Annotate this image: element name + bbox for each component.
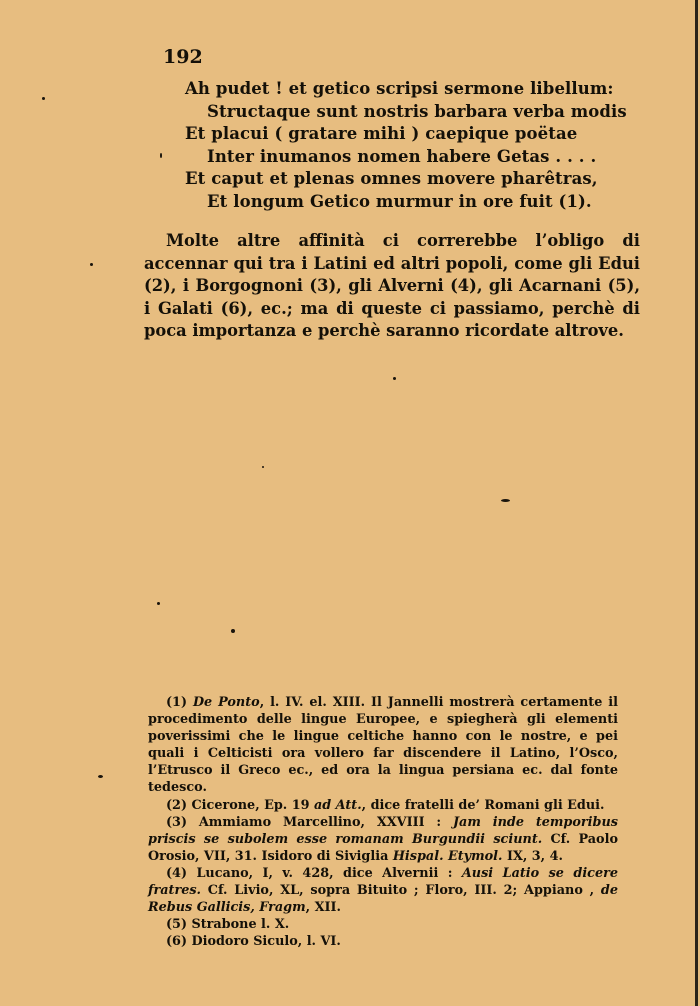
- footnote-text: Strabone l. X.: [191, 917, 290, 933]
- footnote-text: , XII.: [305, 900, 341, 916]
- footnote-marker: (1): [166, 695, 188, 710]
- body-paragraph: Molte altre affinità ci correrebbe l’obligo di accennar qui tra i Latini ed altri popoli, come gli Edui (2), i Borgognoni (3), gli Alverni (4), gli Acarnani (5), i Galati (6), ec.; ma di queste ci passiamo, perchè di poca importanza e perchè saranno ricordate altrove.: [144, 231, 640, 341]
- footnote-work-title: de Rebus Gallicis, Fragm: [148, 883, 618, 916]
- footnote-2: [148, 797, 618, 814]
- footnote-text: IX, 3, 4.: [502, 848, 563, 864]
- scan-speck: [231, 629, 235, 633]
- verse-line: Et placui ( gratare mihi ) caepique poëtae: [185, 124, 578, 143]
- footnote-marker: (3): [166, 814, 188, 830]
- footnote-work-title: Hispal. Etymol.: [392, 848, 503, 864]
- footnote-text: Cf. Paolo Orosio, VII, 31. Isidoro di Siviglia: [148, 831, 618, 864]
- scan-speck: [501, 499, 510, 502]
- latin-verse-quotation: [185, 78, 625, 213]
- verse-line: Inter inumanos nomen habere Getas . . . .: [207, 146, 597, 166]
- scan-speck: [393, 377, 396, 380]
- footnote-text: Ammiamo Marcellino, XXVIII :: [198, 814, 453, 830]
- footnote-1: [148, 694, 618, 797]
- footnote-quote: Jam inde temporibus priscis se subolem esse romanam Burgundii sciunt.: [148, 814, 618, 847]
- footnote-quote: Ausi Latio se dicere fratres.: [148, 865, 618, 899]
- footnote-text: , dice fratelli de’ Romani gli Edui.: [361, 797, 605, 813]
- scan-speck: [157, 602, 160, 605]
- page-number: 192: [163, 46, 203, 68]
- scan-speck: [262, 466, 264, 468]
- footnote-3: [148, 814, 618, 865]
- footnote-work-title: ad Att.: [313, 797, 362, 813]
- footnote-5: [148, 916, 618, 933]
- footnote-text: Diodoro Siculo, l. VI.: [191, 934, 341, 950]
- footnote-marker: (2): [166, 797, 188, 813]
- verse-line: Structaque sunt nostris barbara verba modis: [207, 101, 627, 121]
- footnote-4: [148, 865, 618, 916]
- footnote-6: [148, 933, 618, 950]
- footnote-text: , l. IV. el. XIII. Il Jannelli mostrerà certamente il procedimento delle lingue Europee, e spiegherà gli elementi poverissimi che le lingue celtiche hanno con le nostre, e pei quali i Celticisti ora vollero far discendere il Latino, l’Osco, l’Etrusco il Greco ec., ed ora la lingua persiana ec. dal fonte tedesco.: [148, 695, 618, 796]
- footnote-work-title: De Ponto: [192, 695, 260, 710]
- footnote-text: Lucano, I, v. 428, dice Alvernii :: [196, 865, 462, 881]
- footnote-text: Cicerone, Ep. 19: [191, 797, 314, 813]
- verse-line: Ah pudet ! et getico scripsi sermone libellum:: [185, 79, 614, 98]
- verse-line: Et longum Getico murmur in ore fuit (1).: [207, 191, 592, 211]
- body-paragraph-block: [144, 230, 640, 343]
- page-edge-shadow: [695, 0, 698, 1006]
- verse-line: Et caput et plenas omnes movere pharêtras,: [185, 169, 598, 188]
- scan-speck: [98, 775, 103, 778]
- scan-speck: [90, 263, 93, 266]
- footnote-marker: (5): [166, 917, 188, 933]
- footnote-text: Cf. Livio, XL, sopra Bituito ; Floro, III. 2; Appiano ,: [201, 883, 601, 899]
- footnotes: [148, 694, 618, 950]
- footnote-marker: (6): [166, 934, 188, 950]
- scan-speck: [160, 153, 162, 158]
- scan-speck: [42, 97, 45, 100]
- footnote-marker: (4): [166, 865, 188, 881]
